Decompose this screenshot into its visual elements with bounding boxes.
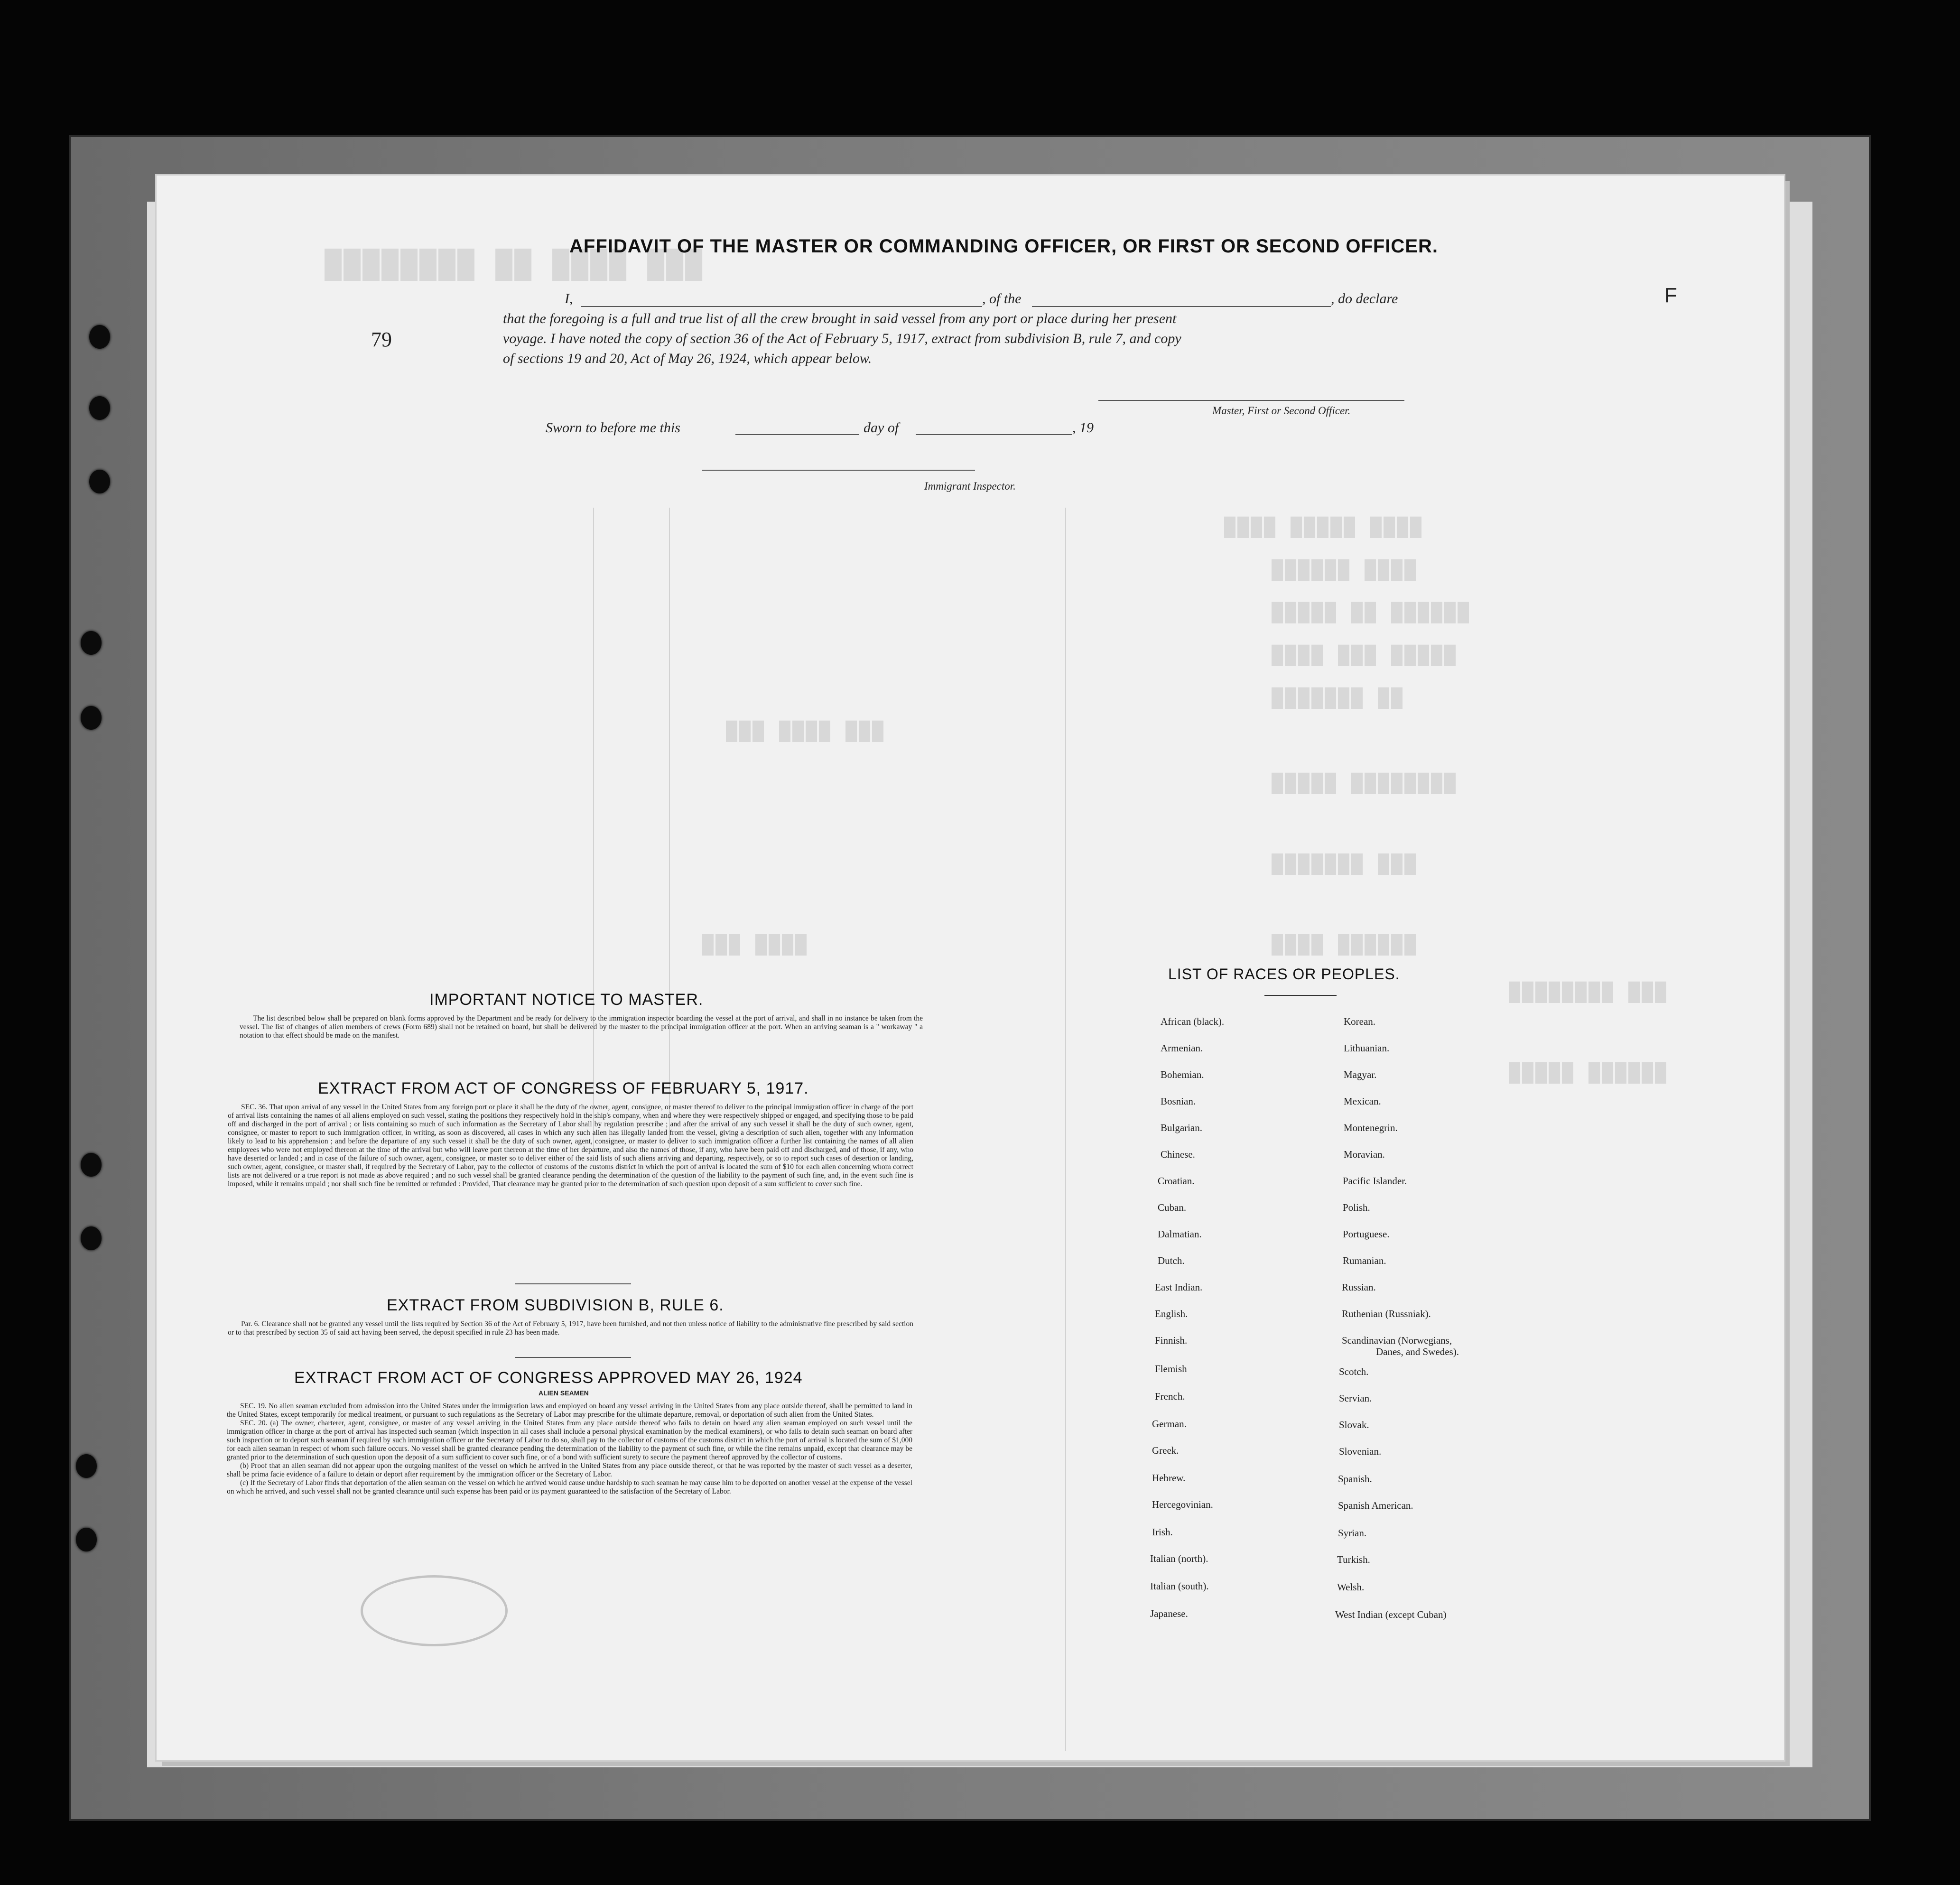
section-36-paragraph: SEC. 36. That upon arrival of any vessel in the United States from any foreign port or place it shall be the duty of the owner, agent, consignee, or master thereof to deliver to the principal immigration officer in charge of the port of arrival lists containing the names of all aliens employed on such vessel, stating the positions they respectively hold in the ship's company, when and where they were respectively shipped or engaged, and specifying those to be paid off and discharged in the port of arrival ; or lists containing so much of such information as the Secretary of Labor shall by regulation prescribe ; and after the arrival of any such vessel it shall be the duty of such owner, agent, consignee, or master to report to such immigration officer, in writing, as soon as discovered, all cases in which any such alien has illegally landed from the vessel, giving a description of such alien, together with any information likely to lead to his apprehension ; and before the departure of any such vessel it shall be the duty of such owner, agent, consignee, or master to deliver to such immigration officer a further list containing the names of all alien employees who were not employed thereon at the time of the arrival but who will leave port thereon at the time of her departure, and also the names of those, if any, who have been paid off and discharged, and of those, if any, who have deserted or landed ; and in case of the failure of such owner, agent, consignee, or master so to deliver either of the said lists of such aliens arriving and departing, respectively, or so to report such cases of desertion or landing, such owner, agent, consignee, or master shall, if required by the Secretary of Labor, pay to the collector of customs of the customs district in which the port of arrival is located the sum of $10 for each alien concerning whom correct lists are not delivered or a true report is not made as above required ; and no such vessel shall be granted clearance pending the determination of the question of the liability to the payment of such fine, and, in the event such fine is imposed, while it remains unpaid ; nor shall such fine be remitted or refunded : Provided, That clearance may be granted prior to the determination of such question upon deposit of a sum sufficient to cover such fine. bbox=[228, 1103, 913, 1188]
race-left: German. bbox=[1152, 1418, 1187, 1430]
manifest-page bbox=[157, 176, 1784, 1760]
section-20c-paragraph: (c) If the Secretary of Labor finds that deportation of the alien seaman on the vessel on which he arrived would cause undue hardship to such seaman he may cause him to be deported on another vessel at the expense of the vessel on which he arrived, and such vessel shall not be granted clearance until such expense has been paid or its payment guaranteed to the satisfaction of the Secretary of Labor. bbox=[227, 1479, 912, 1495]
subdivision-text bbox=[228, 1320, 913, 1337]
affidavit-line-2: that the foregoing is a full and true list of all the crew brought in said vessel from any port or place during her present bbox=[503, 311, 1177, 326]
column-rule bbox=[593, 508, 594, 1148]
name-field-line bbox=[581, 306, 982, 307]
binder-hole bbox=[76, 1528, 97, 1551]
race-left: Dutch. bbox=[1158, 1255, 1185, 1266]
binder-hole bbox=[89, 396, 110, 420]
alien-seamen-subtitle: ALIEN SEAMEN bbox=[539, 1389, 589, 1397]
race-left: Bosnian. bbox=[1161, 1096, 1196, 1107]
race-right: Russian. bbox=[1342, 1281, 1376, 1293]
sworn-line-mid: day of bbox=[864, 420, 899, 436]
binder-hole bbox=[76, 1454, 97, 1478]
races-title: LIST OF RACES OR PEOPLES. bbox=[1168, 966, 1400, 983]
race-right: Syrian. bbox=[1338, 1527, 1367, 1539]
race-left: Chinese. bbox=[1161, 1149, 1195, 1160]
race-right: Ruthenian (Russniak). bbox=[1342, 1308, 1431, 1319]
races-title-underline bbox=[1264, 995, 1337, 996]
affidavit-title: AFFIDAVIT OF THE MASTER OR COMMANDING OFFICER, OR FIRST OR SECOND OFFICER. bbox=[569, 236, 1438, 257]
race-right: Magyar. bbox=[1344, 1069, 1377, 1080]
race-right: Polish. bbox=[1343, 1202, 1370, 1213]
race-left: Italian (north). bbox=[1150, 1553, 1208, 1564]
extract-1917-title: EXTRACT FROM ACT OF CONGRESS OF FEBRUARY 5, 1917. bbox=[318, 1079, 809, 1097]
race-right: Moravian. bbox=[1344, 1149, 1385, 1160]
inspector-signature-line bbox=[702, 470, 975, 471]
race-right: Spanish. bbox=[1338, 1473, 1372, 1485]
binder-hole bbox=[81, 1226, 102, 1250]
affidavit-line-1-start: I, bbox=[565, 291, 573, 306]
race-left: Greek. bbox=[1152, 1445, 1179, 1456]
section-20b-paragraph: (b) Proof that an alien seaman did not appear upon the outgoing manifest of the vessel on which he arrived in the United States from any place outside thereof, or that he was reported by the master of such vessel as a deserter, shall be prima facie evidence of a failure to detain or deport after requirement by the immigration officer or the Secretary of Labor. bbox=[227, 1462, 912, 1478]
race-left: English. bbox=[1155, 1308, 1188, 1319]
affidavit-line-1-mid: , of the bbox=[982, 291, 1022, 306]
binder-hole bbox=[81, 706, 102, 730]
race-right: Slovak. bbox=[1339, 1419, 1369, 1430]
race-left: Italian (south). bbox=[1150, 1580, 1209, 1592]
race-left: Croatian. bbox=[1158, 1175, 1195, 1187]
race-right-continuation: Danes, and Swedes). bbox=[1376, 1346, 1459, 1357]
race-right: Scandinavian (Norwegians, bbox=[1342, 1335, 1452, 1346]
inspector-signature-label: Immigrant Inspector. bbox=[924, 480, 1016, 492]
race-left: Japanese. bbox=[1150, 1608, 1188, 1619]
notice-text bbox=[240, 1014, 923, 1040]
bleed-through-text: ███ ████ ███ bbox=[726, 721, 886, 743]
affidavit-line-1-end: , do declare bbox=[1331, 291, 1398, 306]
race-left: African (black). bbox=[1161, 1016, 1225, 1027]
binder-hole bbox=[81, 631, 102, 655]
bleed-through-text: ███ ████ ██ ████████ bbox=[323, 249, 703, 281]
race-right: Slovenian. bbox=[1339, 1446, 1382, 1457]
binder-hole bbox=[89, 470, 110, 493]
master-signature-line bbox=[1098, 400, 1404, 401]
race-right: Pacific Islander. bbox=[1343, 1175, 1407, 1187]
race-left: Flemish bbox=[1155, 1363, 1187, 1374]
sworn-line-end: , 19 bbox=[1072, 420, 1094, 436]
column-rule bbox=[1065, 508, 1066, 1751]
bleed-through-text: █████ ██████ bbox=[1509, 1063, 1669, 1084]
bleed-through-text: ███ ████ bbox=[702, 935, 809, 956]
race-left: Bohemian. bbox=[1161, 1069, 1204, 1080]
notice-title: IMPORTANT NOTICE TO MASTER. bbox=[429, 991, 704, 1009]
sworn-day-line bbox=[735, 434, 859, 435]
notice-paragraph: The list described below shall be prepared on blank forms approved by the Department and be ready for delivery to the immigration inspector boarding the vessel at the port of arrival, and shall in no instance be taken from the vessel. The list of changes of alien members of crews (Form 689) shall not be retained on board, but shall be delivered by the master to the principal immigration officer at the port. When an arriving seaman is a " workaway " a notation to that effect should be made on the manifest. bbox=[240, 1014, 923, 1040]
extract-1924-text bbox=[227, 1402, 912, 1496]
paragraph-6: Par. 6. Clearance shall not be granted any vessel until the lists required by Section 36 of the Act of February 5, 1917, have been furnished, and not then unless notice of liability to the administrative fine prescribed by said section or to that prescribed by section 35 of said act having been served, the deposit specified in rule 23 has been made. bbox=[228, 1320, 913, 1337]
race-left: Dalmatian. bbox=[1158, 1228, 1202, 1240]
bleed-through-text: █████ ████████ bbox=[1272, 773, 1458, 795]
race-right: Montenegrin. bbox=[1344, 1122, 1398, 1133]
bleed-through-text: ████ ███ █████ bbox=[1272, 645, 1458, 667]
bleed-through-text: █████ ██ ██████ bbox=[1272, 603, 1471, 624]
race-right: Portuguese. bbox=[1343, 1228, 1390, 1240]
sworn-line-start: Sworn to before me this bbox=[546, 420, 680, 436]
race-right: Welsh. bbox=[1337, 1581, 1365, 1593]
race-right: Lithuanian. bbox=[1344, 1042, 1390, 1054]
race-right: Korean. bbox=[1344, 1016, 1376, 1027]
race-right: Mexican. bbox=[1344, 1096, 1381, 1107]
extract-1924-title: EXTRACT FROM ACT OF CONGRESS APPROVED MAY 26, 1924 bbox=[294, 1369, 803, 1387]
race-left: Armenian. bbox=[1161, 1042, 1203, 1054]
faded-stamp bbox=[361, 1575, 508, 1646]
race-left: Cuban. bbox=[1158, 1202, 1187, 1213]
affidavit-line-3: voyage. I have noted the copy of section 36 of the Act of February 5, 1917, extract from subdivision B, rule 7, and copy bbox=[503, 331, 1181, 346]
bleed-through-text: ████ ██████ bbox=[1272, 935, 1418, 956]
section-divider bbox=[515, 1357, 631, 1358]
binder-hole bbox=[89, 325, 110, 349]
race-right: Servian. bbox=[1339, 1393, 1372, 1404]
bleed-through-text: ███████ ██ bbox=[1272, 688, 1405, 709]
race-left: East Indian. bbox=[1155, 1281, 1203, 1293]
sworn-month-line bbox=[916, 434, 1072, 435]
column-rule bbox=[669, 508, 670, 1148]
section-divider bbox=[515, 1283, 631, 1284]
race-right: Rumanian. bbox=[1343, 1255, 1386, 1266]
race-left: Finnish. bbox=[1155, 1335, 1188, 1346]
race-right: West Indian (except Cuban) bbox=[1335, 1609, 1447, 1620]
section-19-paragraph: SEC. 19. No alien seaman excluded from admission into the United States under the immigration laws and employed on board any vessel arriving in the United States from any place outside thereof, shall be permitted to land in the United States, except temporarily for medical treatment, or pursuant to such regulations as the Secretary of Labor may prescribe for the ultimate departure, removal, or deportation of such alien from the United States. bbox=[227, 1402, 912, 1419]
race-left: Bulgarian. bbox=[1161, 1122, 1203, 1133]
corner-mark: F bbox=[1664, 284, 1677, 307]
race-left: Irish. bbox=[1152, 1526, 1173, 1538]
vessel-field-line bbox=[1032, 306, 1331, 307]
bleed-through-text: ████ █████ ████ bbox=[1224, 517, 1424, 539]
binder-hole bbox=[81, 1153, 102, 1177]
bleed-through-text: ██████ ████ bbox=[1272, 560, 1418, 581]
bleed-through-text: ███████ ███ bbox=[1272, 854, 1418, 875]
race-left: Hebrew. bbox=[1152, 1472, 1186, 1484]
race-left: French. bbox=[1155, 1391, 1185, 1402]
affidavit-line-4: of sections 19 and 20, Act of May 26, 1924, which appear below. bbox=[503, 351, 872, 366]
bleed-through-text: ████████ ███ bbox=[1509, 982, 1669, 1003]
race-right: Spanish American. bbox=[1338, 1500, 1413, 1511]
race-right: Turkish. bbox=[1337, 1554, 1370, 1565]
extract-1917-text bbox=[228, 1103, 913, 1189]
master-signature-label: Master, First or Second Officer. bbox=[1212, 405, 1351, 417]
section-20a-paragraph: SEC. 20. (a) The owner, charterer, agent, consignee, or master of any vessel arriving in the United States from any place outside thereof who fails to detain on board any alien seaman employed on such vessel until the immigration officer in charge at the port of arrival has inspected such seaman (which inspection in all cases shall include a personal physical examination by the medical examiners), or who fails to detain such seaman on board after such inspection or to deport such seaman if required by such immigration officer or the Secretary of Labor to do so, shall pay to the collector of customs of the customs district in which the port of arrival is located the sum of $1,000 for each alien seaman in respect of whom such failure occurs. No vessel shall be granted clearance pending the determination of the liability to the payment of such fine, or while the fine remains unpaid, except that clearance may be granted prior to the determination of such question upon the deposit of a sum sufficient to cover such fine, or of a bond with sufficient surety to secure the payment thereof approved by the collector of customs. bbox=[227, 1419, 912, 1461]
race-right: Scotch. bbox=[1339, 1366, 1369, 1377]
page-number: 79 bbox=[371, 328, 392, 351]
race-left: Hercegovinian. bbox=[1152, 1499, 1213, 1510]
subdivision-title: EXTRACT FROM SUBDIVISION B, RULE 6. bbox=[387, 1296, 724, 1314]
